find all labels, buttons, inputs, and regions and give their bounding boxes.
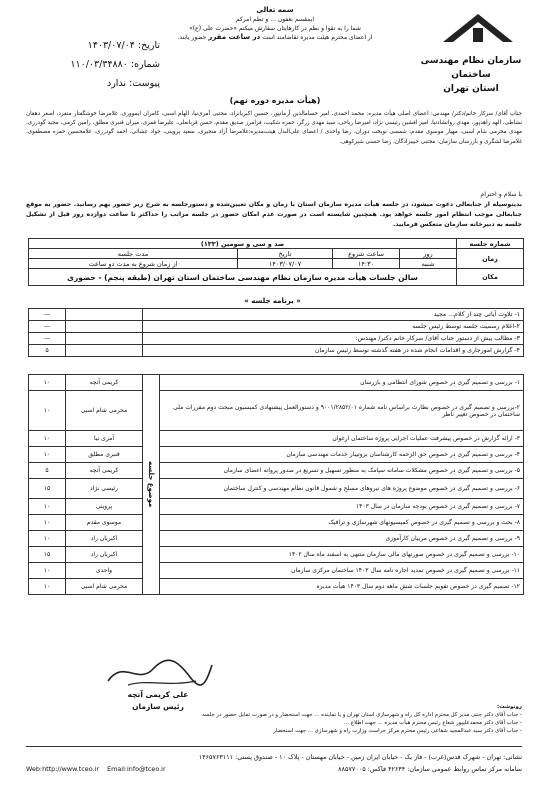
pre-agenda-table (28, 308, 524, 357)
heading-quote-1: ایمقسم بغفون ... و تظم امرکم (235, 16, 315, 23)
intro-text (26, 190, 522, 230)
item-minutes: ۱۰ (29, 499, 66, 515)
pre-item-text: ۴- گزارش امورجاری و اقدامات انجام شده در هفته گذشته توسط رئیس سازمان (143, 345, 524, 357)
heading-basmala: سمه تعالی (256, 6, 294, 14)
pre-item-minutes: — (29, 321, 66, 333)
table-row (29, 463, 524, 479)
cc-heading: رونوشت: (496, 704, 522, 710)
table-row (29, 579, 524, 595)
item-text: ۱۰- بررسی و تصمیم گیری در خصوص صورتهای مالی سازمان منتهی به اسفند ماه سال ۱۴۰۲ (160, 547, 524, 563)
cc-line: - جناب آقای دکتر جنتی مدیر کل محترم اداره کل راه و شهرسازی استان تهران و یا نماینده ... جهت استحضار و در صورت تمایل حضور در جلسه (201, 712, 522, 718)
item-minutes: ۱۰ (29, 431, 66, 447)
duration-header: مدت جلسه (29, 249, 238, 259)
time-label: زمان (457, 249, 524, 269)
footer-email-link[interactable]: Email:info@tceo.ir (107, 765, 166, 773)
building-logo-icon (443, 12, 513, 42)
table-row (29, 375, 524, 391)
item-presenter: محرمی شام اسبی (66, 579, 143, 595)
item-minutes: ۵ (29, 463, 66, 479)
footer-divider (26, 746, 522, 747)
session-value: صد و سی و سومین (۱۳۳) (29, 239, 457, 249)
table-row (29, 391, 524, 431)
heading-quote-2: شما را به تقوا و نظم در کارهایتان سفارش میکنم «حضرت علی (ع)» (189, 25, 361, 32)
day-header: روز (400, 249, 457, 259)
item-minutes: ۱۰ (29, 515, 66, 531)
pre-item-minutes: — (29, 333, 66, 345)
pre-item-minutes: ۵ (29, 345, 66, 357)
pre-item-presenter (66, 309, 143, 321)
organization-logo (411, 10, 531, 94)
footer-contact-row (26, 763, 522, 775)
item-minutes: ۱۵ (29, 479, 66, 499)
footer-address: نشانی: تهران - شهرک قدس(غرب) - فاز یک - خیابان ایران زمین - خیابان مهستان - پلاک ۱۰ - صندوق پستی: ۱۴۶۵۷۶۳۱۱۱ (198, 753, 522, 761)
item-text: ۳- ارائه گزارش در خصوص پیشرفت عملیات اجرایی پروژه ساختمان ارغوان (160, 431, 524, 447)
day-value: شنبه (400, 259, 457, 269)
item-presenter: واحدی (66, 563, 143, 579)
item-text: ۱۲- تصمیم گیری در خصوص تقویم جلسات شش ماهه دوم سال ۱۴۰۳ هیأت مدیره (160, 579, 524, 595)
table-row (29, 321, 524, 333)
signatory-name: علی کریمی آتچه (127, 690, 189, 699)
letter-footer (26, 751, 522, 775)
organization-name: سازمان نظام مهندسی ساختمان استان تهران (420, 56, 522, 94)
meeting-meta-table (28, 238, 524, 286)
item-minutes: ۱۰ (29, 579, 66, 595)
item-minutes: ۱۰ (29, 447, 66, 463)
item-minutes: ۱۰ (29, 375, 66, 391)
item-presenter: کریمی آتچه (66, 375, 143, 391)
item-presenter: قنبری مطلق (66, 447, 143, 463)
item-text: ۹- بررسی و تصمیم گیری در خصوص مربیان کارآموزی (160, 531, 524, 547)
item-presenter: محرمی شام اسبی (66, 391, 143, 431)
letter-heading (160, 6, 390, 42)
item-text: ۵- بررسی و تصمیم گیری در خصوص مشکلات سامانه سپامک به منظور تسهیل و تسریع در صدور پروانه اعضای سازمان (160, 463, 524, 479)
heading-invite: از اعضای محترم هیئت مدیره تقاضامند است در ساعت مقرر حضور یابند. (177, 33, 373, 41)
place-value: سالن جلسات هیأت مدیره سازمان نظام مهندسی ساختمان استان تهران (طبقه پنجم) - حضوری (29, 269, 457, 286)
pre-item-presenter (66, 321, 143, 333)
footer-call-center: سامانه مرکز تماس روابط عمومی سازمان: ۴۲۶۴۴ فاکس: ۸۸۵۷۷۰۰۵ (338, 765, 522, 773)
item-presenter: موسوی مقدم (66, 515, 143, 531)
pre-item-presenter (66, 333, 143, 345)
item-presenter: آمری نیا (66, 431, 143, 447)
session-label: شماره جلسه (457, 239, 524, 249)
pre-item-text: ۲-اعلام رسمیت جلسه توسط رئیس جلسه (143, 321, 524, 333)
topics-label: موضوع جلسه (143, 375, 160, 595)
date-value: ۱۴۰۳/۰۷/۰۷ (238, 259, 333, 269)
item-presenter: پروینی (66, 499, 143, 515)
cc-line: - جناب آقای دکتر سید عبدالمجید شفاعی رئیس محترم مرکز حراست وزارت راه و شهرسازی ... جهت استحضار (273, 728, 522, 734)
cc-line: - جناب آقای دکتر محمدعلیپور شعاع رئیس محترم هیأت مدیره ... جهت اطلاع ... (343, 720, 522, 726)
item-presenter: اکبریان راد (66, 531, 143, 547)
table-row (29, 309, 524, 321)
item-text: ۱۱- بررسی و تصمیم گیری در خصوص تمدید اجاره نامه سال ۱۴۰۳ ساختمان مرکزی سازمان (160, 563, 524, 579)
greeting: با سلام و احترام (480, 191, 522, 198)
item-presenter: کریمی آتچه (66, 463, 143, 479)
place-label: مکان (457, 269, 524, 286)
table-row (29, 447, 524, 463)
date-header: تاریخ (238, 249, 333, 259)
table-row (29, 563, 524, 579)
pre-item-presenter (66, 345, 143, 357)
item-text: ۱- بررسی و تصمیم گیری در خصوص شورای انتظامی و بازرسان (160, 375, 524, 391)
table-row (29, 479, 524, 499)
table-row (29, 431, 524, 447)
intro-body: بدینوسیله از جنابعالی دعوت میشود، در جلسه هیأت مدیره سازمان استان با زمان و مکان تعیین‌شده و دستورجلسه به شرح زیر حضور بهم رسانید. حضور به موقع جنابعالی موجب انتظام امور جلسه خواهد بود. همچنین شایسته است در صورت عدم امکان حضور در جلسه مراتب را حداکثر تا ساعت دوازده روز قبل از تشکیل جلسه به دبیرخانه سازمان متعکس فرمایید. (26, 201, 522, 228)
letter-number: شماره: ۱۱۰/۰۳/۳۴۸۸۰ (70, 59, 160, 70)
item-presenter: اکبریان راد (66, 547, 143, 563)
handwritten-signature-icon (98, 655, 218, 691)
table-row (29, 531, 524, 547)
item-minutes: ۱۰ (29, 531, 66, 547)
agenda-items-table (28, 374, 524, 595)
pre-item-text: ۱- تلاوت آیاتی چند از کلام... مجید (143, 309, 524, 321)
table-row (29, 499, 524, 515)
footer-web-link[interactable]: Web:http://www.tceo.ir (26, 765, 99, 773)
start-value: ۱۴:۳۰ (333, 259, 400, 269)
item-text: ۸- بحث و بررسی و تصمیم گیری در خصوص کمیسیونهای شهرسازی و ترافیک (160, 515, 524, 531)
letter-attachment: پیوست: ندارد (106, 78, 160, 89)
attendees-list: جناب آقای/ سرکار خانم/دکتر/ مهندس: اعضای اصلی هیأت مدیره: محمد احمدی، امیر حسامالدین آرمانپور، حسین اکبریانراد، مجتبی آمری‌نیا، الهام اسبی، کامران ایمووری، غلامرضا خوشگفتار منفرد، اصغر دهقان نشاطی، الهه زاهدپور، مهدی روانشادنیا، امیر افشین رئیسی نژاد، امیرضا ریاحی، سید مهدی زرگر، حمزه شکیب، فرامرز صدیق مقدم، حسن قربانعلی، علیرضا قمری، میران قنبری مطلق، رامین کرمی، مجید گودرزی، مهدی محرمی شام اسبی، مهیار موسوی مقدم، شمسی نوبخت دوران، رضا واحدی / اعضای علی‌البدل هیئت‌مدیره:غلامرضا آزاد منجیری، سعید پروینی، جواد عشائی، احمد گودرزی، غلامحسین حمزه مصطفوی، غلامرضا لشگری و بازرسان سازمان: مجتبی حبیبزادگان، رضا حسنی شیرکوهی. (26, 111, 522, 145)
table-row (29, 547, 524, 563)
pre-item-text: ۳- مطالب پیش از دستور جناب آقای/ سرکار خانم دکتر/ مهندس: (143, 333, 524, 345)
item-minutes: ۱۵ (29, 547, 66, 563)
footer-web-email (26, 763, 166, 775)
item-text: ۷- بررسی و تصمیم گیری در خصوص بودجه سازمان در سال ۱۴۰۳ (160, 499, 524, 515)
pre-item-minutes: — (29, 309, 66, 321)
signatory-title: رئیس سازمان (132, 702, 184, 711)
cc-list (26, 703, 522, 735)
item-presenter: رئیسی نژاد (66, 479, 143, 499)
letter-date: تاریخ: ۱۴۰۳/۰۷/۰۴ (87, 40, 160, 51)
item-minutes: ۱۰ (29, 391, 66, 431)
meeting-title: (هیأت مدیره دوره نهم) (229, 96, 321, 105)
duration-value: از زمان شروع به مدت دو ساعت (29, 259, 238, 269)
item-text: ۴- بررسی و تصمیم گیری در خصوص حق الزحمه کارشناسان بروتیبار خدمات مهندسی سازمان (160, 447, 524, 463)
table-row (29, 345, 524, 357)
letter-info (40, 36, 160, 93)
item-text: ۶- بررسی و تصمیم گیری در خصوص موضوع پروژه های نیروهای مسلح و شمول قانون نظام مهندسی و کنترل ساختمان (160, 479, 524, 499)
table-row (29, 333, 524, 345)
table-row (29, 515, 524, 531)
start-header: ساعت شروع (333, 249, 400, 259)
agenda-label: « برنامه جلسه » (244, 297, 301, 305)
item-minutes: ۱۰ (29, 563, 66, 579)
item-text: ۲-بررسی و تصمیم گیری در خصوص نظارت براساس نامه شماره ۹۰۰۱/۲۸۵۲/۰۱ و دستورالعمل پیشنهادی کمیسیون مبحث دوم مقررات ملی ساختمان در خصوص تغییر ناظر (160, 391, 524, 431)
